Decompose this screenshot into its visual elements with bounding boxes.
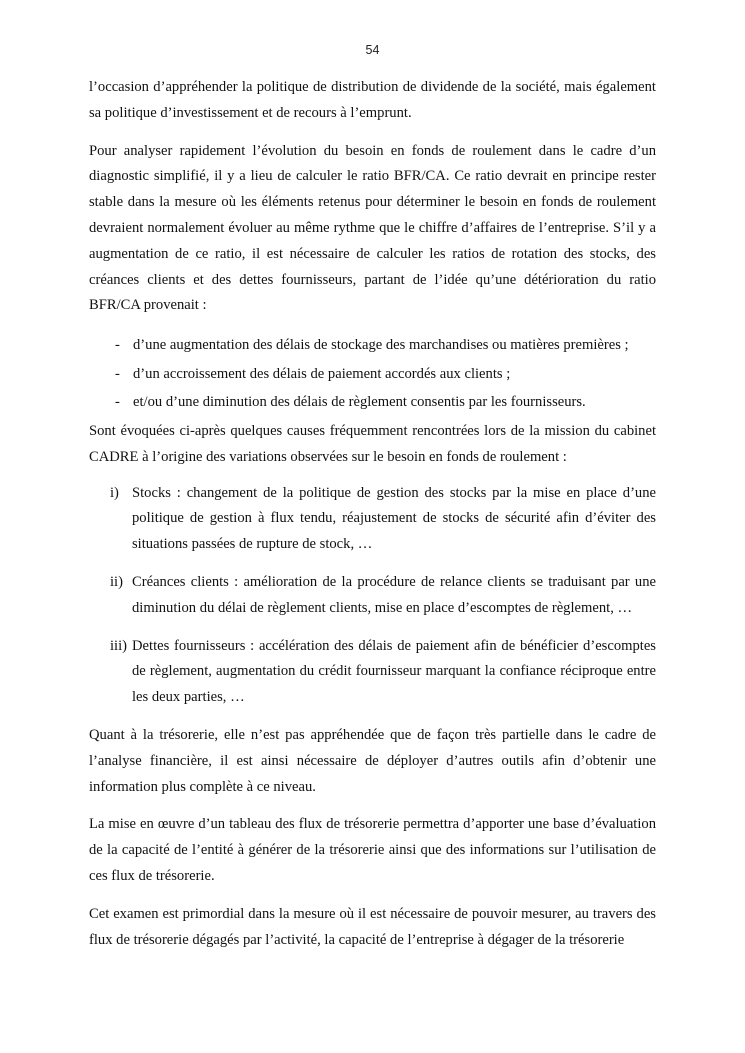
list-item bbox=[115, 360, 656, 389]
deterioration-causes-list bbox=[89, 331, 656, 417]
page-number: 54 bbox=[365, 43, 380, 57]
list-item bbox=[110, 634, 656, 711]
causes-roman-list bbox=[89, 481, 656, 711]
paragraph-bfr-ratio: Pour analyser rapidement l’évolution du besoin en fonds de roulement dans le cadre d’un diagnostic simplifié, il y a lieu de calculer le ratio BFR/CA. Ce ratio devrait en principe rester stable dans la mesure où les éléments retenus pour déterminer le besoin en fonds de roulement devraient normalement évoluer au même rythme que le chiffre d’affaires de l’entreprise. S’il y a augmentation de ce ratio, il est nécessaire de calculer les ratios de rotation des stocks, des créances clients et des dettes fournisseurs, partant de l’idée qu’une détérioration du ratio BFR/CA provenait : bbox=[89, 142, 656, 314]
dash-bullet: - bbox=[115, 365, 120, 382]
paragraph-causes-intro: Sont évoquées ci-après quelques causes fréquemment rencontrées lors de la mission du cabinet CADRE à l’origine des variations observées sur le besoin en fonds de roulement : bbox=[89, 422, 656, 465]
paragraph-cash-flow-review: Cet examen est primordial dans la mesure où il est nécessaire de pouvoir mesurer, au travers des flux de trésorerie dégagés par l’activité, la capacité de l’entreprise à dégager de la trésorerie bbox=[89, 905, 656, 948]
dash-bullet: - bbox=[115, 394, 120, 411]
list-item-text: d’une augmentation des délais de stockage des marchandises ou matières premières ; bbox=[133, 337, 629, 354]
list-item bbox=[115, 331, 656, 360]
roman-marker: ii) bbox=[110, 573, 123, 590]
paragraph-cash-flow-table: La mise en œuvre d’un tableau des flux de trésorerie permettra d’apporter une base d’évaluation de la capacité de l’entité à générer de la trésorerie ainsi que des informations sur l’utilisation de ces flux de trésorerie. bbox=[89, 816, 656, 884]
document-body bbox=[89, 75, 656, 953]
paragraph-dividend-policy: l’occasion d’appréhender la politique de distribution de dividende de la société, mais également sa politique d’investissement et de recours à l’emprunt. bbox=[89, 79, 656, 121]
roman-marker: iii) bbox=[110, 637, 128, 654]
list-item-text: Créances clients : amélioration de la procédure de relance clients se traduisant par une diminution du délai de règlement clients, mise en place d’escomptes de règlement, … bbox=[132, 573, 656, 616]
list-item-text: d’un accroissement des délais de paiement accordés aux clients ; bbox=[133, 365, 511, 382]
list-item-text: Dettes fournisseurs : accélération des délais de paiement afin de bénéficier d’escomptes de règlement, augmentation du crédit fournisseur marquant la confiance réciproque entre les deux parties, … bbox=[132, 637, 656, 706]
list-item bbox=[115, 388, 656, 417]
paragraph-treasury: Quant à la trésorerie, elle n’est pas appréhendée que de façon très partielle dans le cadre de l’analyse financière, il est ainsi nécessaire de déployer d’autres outils afin d’obtenir une information plus complète à ce niveau. bbox=[89, 726, 656, 795]
list-item bbox=[110, 481, 656, 558]
dash-bullet: - bbox=[115, 337, 120, 354]
list-item bbox=[110, 570, 656, 622]
list-item-text: et/ou d’une diminution des délais de règlement consentis par les fournisseurs. bbox=[133, 394, 586, 411]
list-item-text: Stocks : changement de la politique de gestion des stocks par la mise en place d’une politique de gestion à flux tendu, réajustement de stocks de sécurité afin d’éviter des situations passées de rupture de stock, … bbox=[132, 484, 656, 553]
roman-marker: i) bbox=[110, 484, 119, 501]
